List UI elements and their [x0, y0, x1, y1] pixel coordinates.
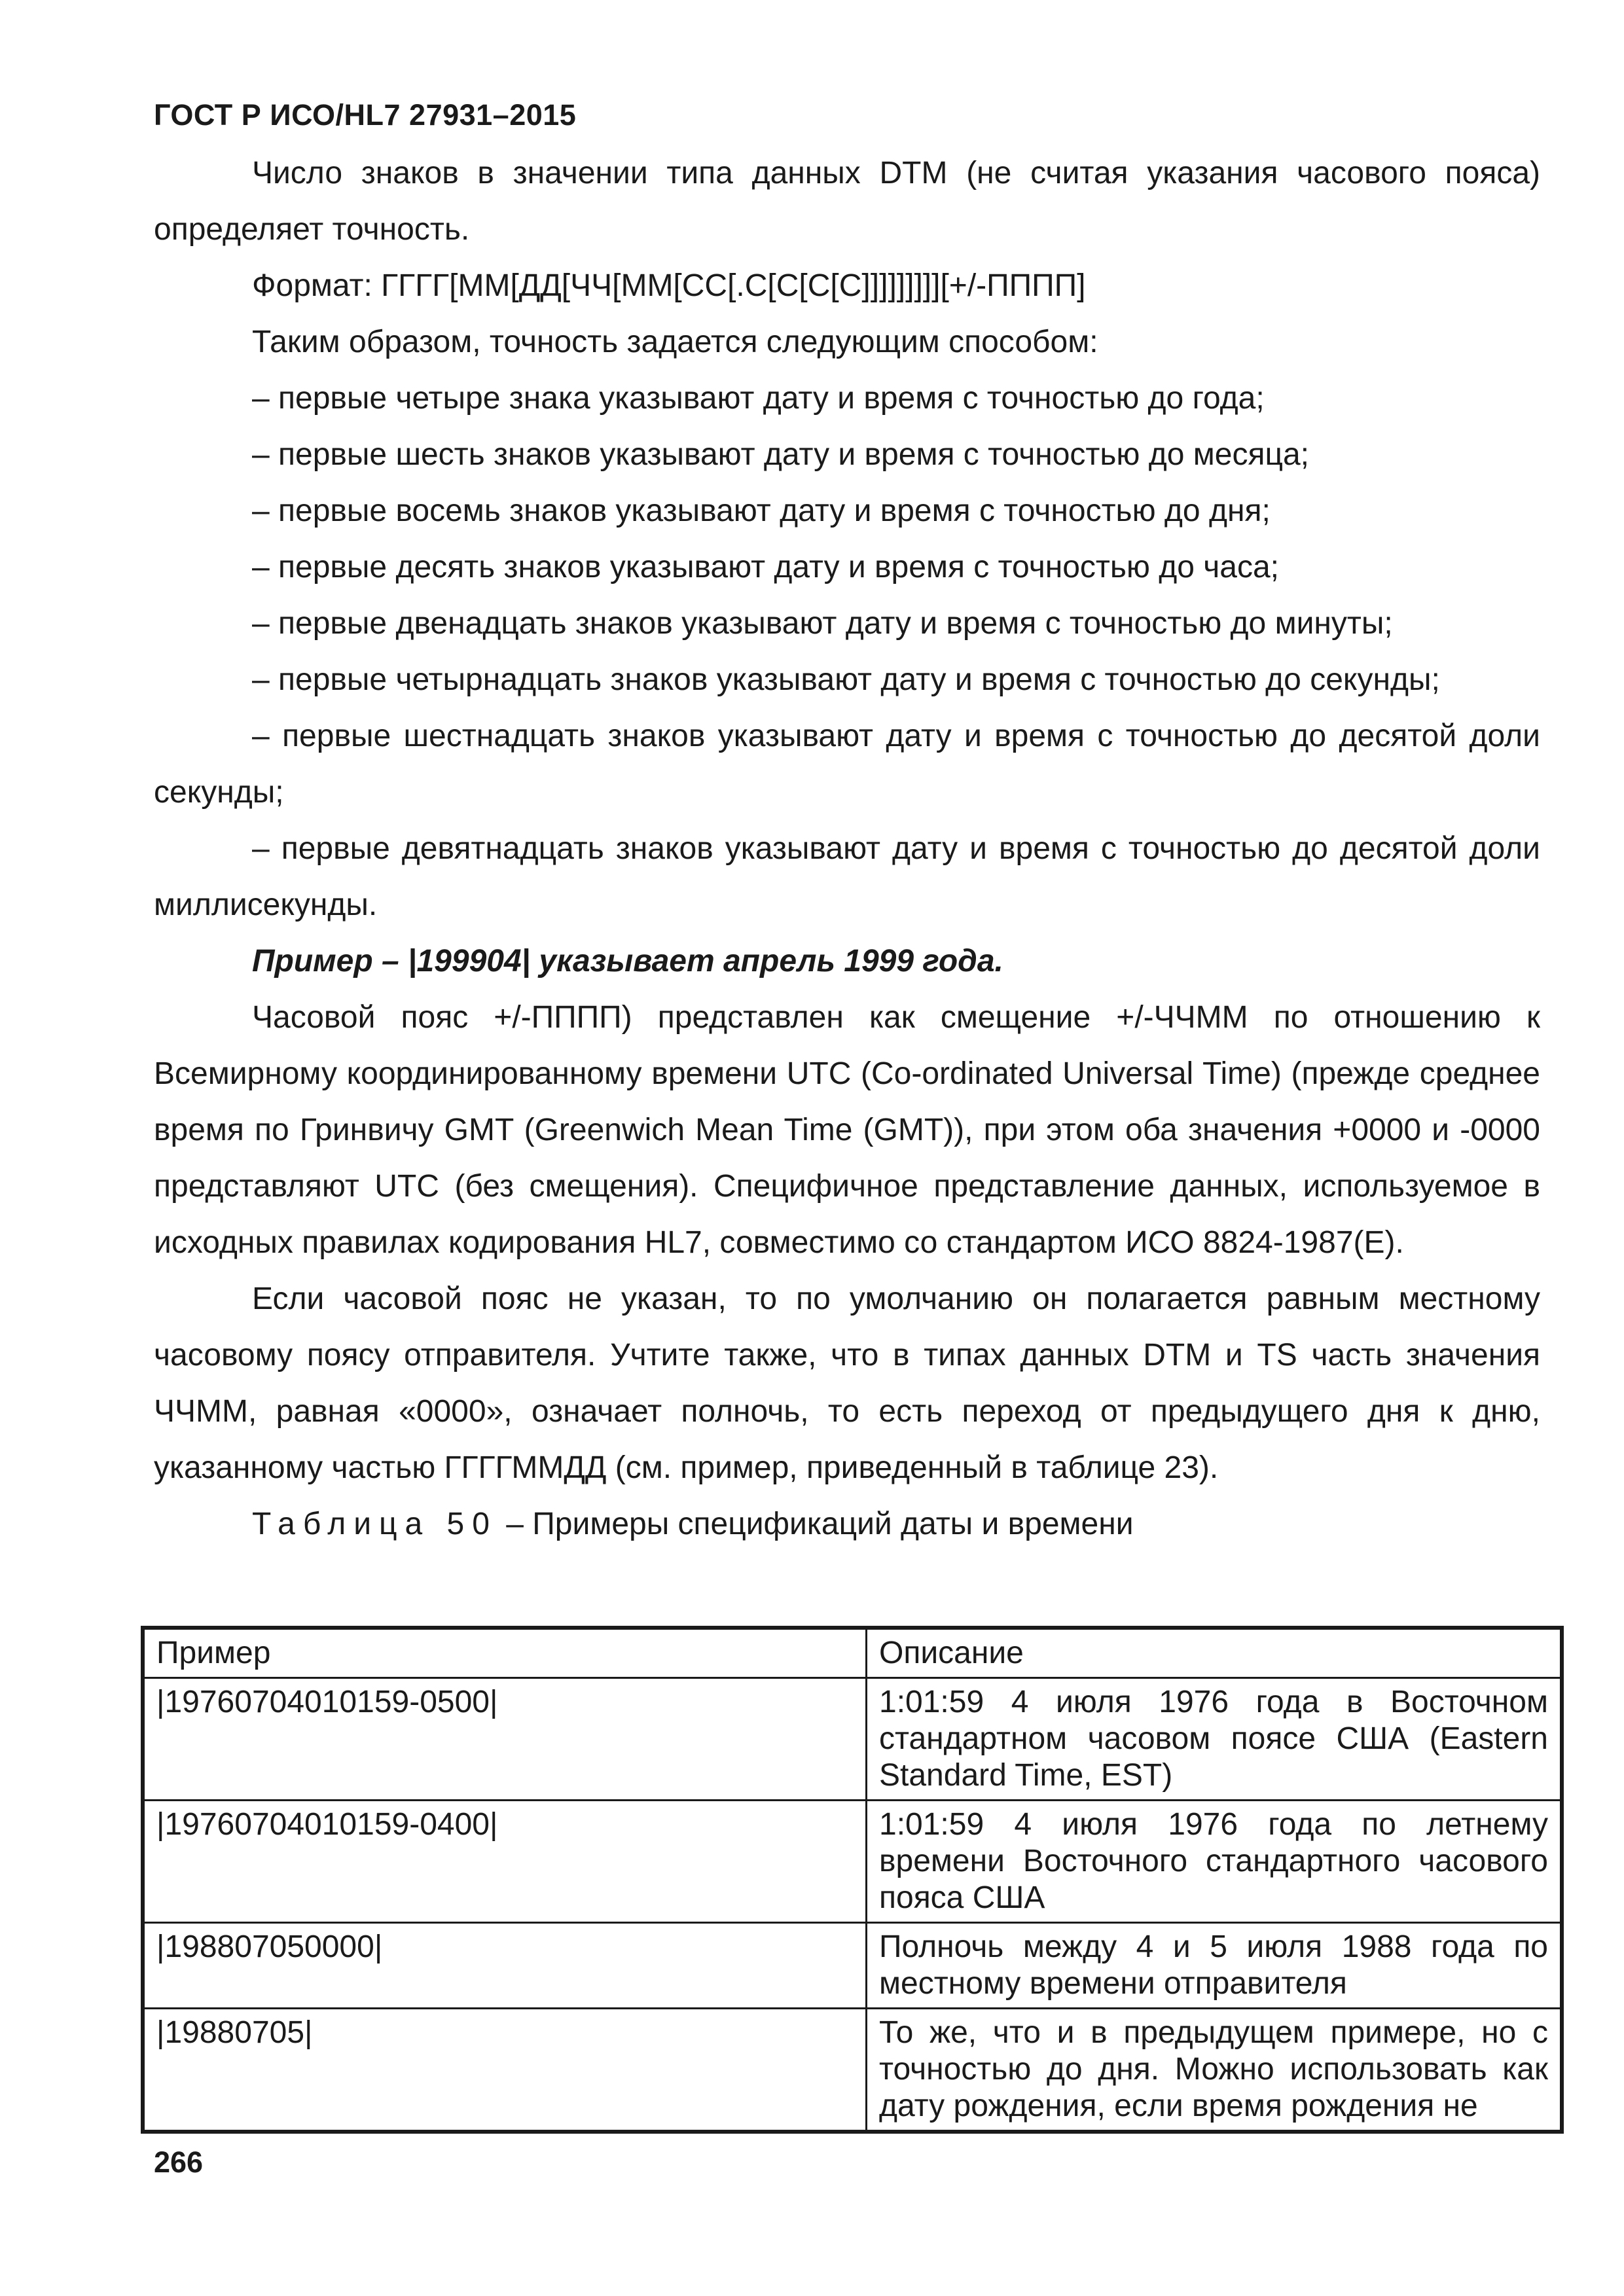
list-item: – первые четыре знака указывают дату и время с точностью до года;: [252, 381, 1265, 416]
paragraph-default-timezone: Если часовой пояс не указан, то по умолчанию он полагается равным местному часовому поясу отправителя. Учтите также, что в типах данных DTM и TS часть значения ЧЧММ, равная «0000», означает полночь, то есть переход от предыдущего дня к дню, указанному частью ГГГГММДД (см. пример, приведенный в таблице 23).: [154, 1282, 1540, 1485]
page-number: 266: [154, 2145, 204, 2179]
table-row: [143, 2009, 1562, 2132]
list-item: – первые двенадцать знаков указывают дату и время с точностью до минуты;: [252, 606, 1393, 641]
table-caption-label: Таблица 50: [252, 1507, 497, 1541]
list-item: – первые шесть знаков указывают дату и время с точностью до месяца;: [252, 437, 1309, 472]
paragraph-timezone: Часовой пояс +/-ПППП) представлен как смещение +/-ЧЧММ по отношению к Всемирному координированному времени UTC (Co-ordinated Universal Time) (прежде среднее время по Гринвичу GMT (Greenwich Mean Time (GMT)), при этом оба значения +0000 и -0000 представляют UTC (без смещения). Специфичное представление данных, используемое в исходных правилах кодирования HL7, совместимо со стандартом ИСО 8824-1987(E).: [154, 1000, 1540, 1260]
table-cell-description: 1:01:59 4 июля 1976 года по летнему времени Восточного стандартного часового пояса США: [867, 1801, 1562, 1923]
table-row: [143, 1678, 1562, 1801]
paragraph-intro: Таким образом, точность задается следующим способом:: [252, 325, 1098, 359]
table-header-row: [143, 1628, 1562, 1678]
examples-table: [141, 1626, 1564, 2134]
table-cell-example: |19760704010159-0400|: [143, 1801, 867, 1923]
document-body: [154, 145, 1540, 1552]
table-cell-description: Полночь между 4 и 5 июля 1988 года по местному времени отправителя: [867, 1923, 1562, 2009]
document-header: ГОСТ Р ИСО/HL7 27931–2015: [154, 98, 577, 132]
table-row: [143, 1801, 1562, 1923]
list-item: – первые четырнадцать знаков указывают дату и время с точностью до секунды;: [252, 662, 1440, 697]
table-cell-example: |19760704010159-0500|: [143, 1678, 867, 1801]
paragraph-precision: Число знаков в значении типа данных DTM (не считая указания часового пояса) определяет точность.: [154, 156, 1540, 247]
list-item: – первые восемь знаков указывают дату и время с точностью до дня;: [252, 493, 1271, 528]
table-caption-text: – Примеры спецификаций даты и времени: [497, 1507, 1134, 1541]
table-caption: [154, 1496, 1540, 1552]
table-cell-description: То же, что и в предыдущем примере, но с точностью до дня. Можно использовать как дату рождения, если время рождения не: [867, 2009, 1562, 2132]
table-header-cell: Описание: [867, 1628, 1562, 1678]
paragraph-format: Формат: ГГГГ[ММ[ДД[ЧЧ[ММ[СС[.С[С[С[С]]]]]]]]][+/-ПППП]: [252, 268, 1086, 303]
table-cell-example: |198807050000|: [143, 1923, 867, 2009]
list-item: – первые девятнадцать знаков указывают дату и время с точностью до десятой доли миллисекунды.: [154, 831, 1540, 922]
list-item: – первые десять знаков указывают дату и время с точностью до часа;: [252, 550, 1279, 584]
table-cell-example: |19880705|: [143, 2009, 867, 2132]
list-item: – первые шестнадцать знаков указывают дату и время с точностью до десятой доли секунды;: [154, 719, 1540, 810]
table-header-cell: Пример: [143, 1628, 867, 1678]
table-row: [143, 1923, 1562, 2009]
table-cell-description: 1:01:59 4 июля 1976 года в Восточном стандартном часовом поясе США (Eastern Standard Time, EST): [867, 1678, 1562, 1801]
example-note: Пример – |199904| указывает апрель 1999 года.: [252, 944, 1003, 978]
